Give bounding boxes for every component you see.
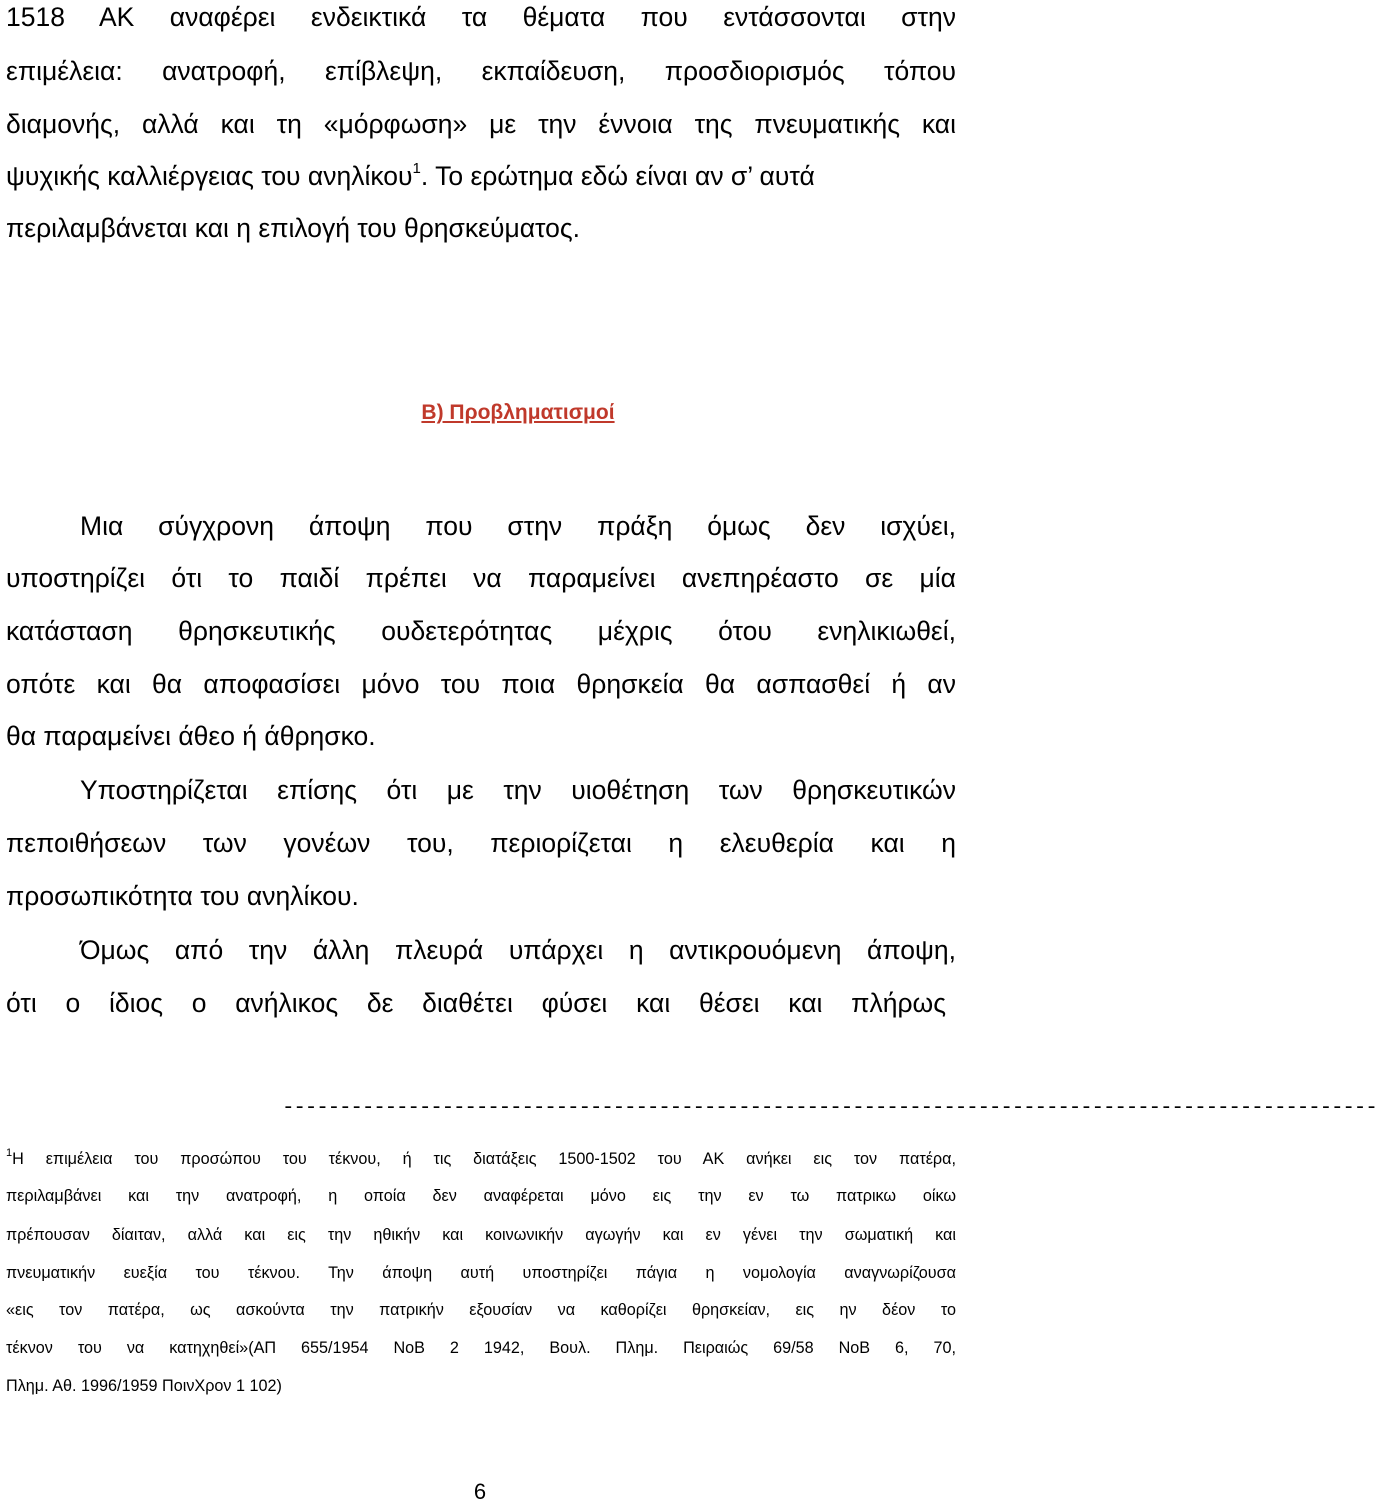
footnote-line bbox=[6, 1148, 956, 1170]
body-text-line: περιλαμβάνεται και η επιλογή του θρησκεύματος. bbox=[6, 213, 581, 243]
body-text-line: κατάσταση θρησκευτικής ουδετερότητας μέχρις ότου ενηλικιωθεί, bbox=[6, 616, 956, 646]
body-text-line: Όμως από την άλλη πλευρά υπάρχει η αντικρουόμενη άποψη, bbox=[80, 935, 956, 965]
body-text-line: υποστηρίζει ότι το παιδί πρέπει να παραμείνει ανεπηρέαστο σε μία bbox=[6, 563, 956, 593]
footnote-separator: ------------------------------------------------------------------------------------------------ bbox=[282, 1097, 1377, 1120]
body-text-line: οπότε και θα αποφασίσει μόνο του ποια θρησκεία θα ασπασθεί ή αν bbox=[6, 669, 956, 699]
footnote-line: Πλημ. Αθ. 1996/1959 ΠοινΧρον 1 102) bbox=[6, 1377, 282, 1395]
footnote-line: πνευματικήν ευεξία του τέκνου. Την άποψη αυτή υποστηρίζει πάγια η νομολογία αναγνωρίζουσα bbox=[6, 1264, 956, 1282]
body-text-line: ότι ο ίδιος ο ανήλικος δε διαθέτει φύσει και θέσει και πλήρως bbox=[6, 988, 946, 1018]
footnote-line: περιλαμβάνει και την ανατροφή, η οποία δεν αναφέρεται μόνο εις την εν τω πατρικω οίκω bbox=[6, 1187, 956, 1205]
footnote-text: Η επιμέλεια του προσώπου του τέκνου, ή τις διατάξεις 1500-1502 του ΑΚ ανήκει εις τον πατέρα, bbox=[12, 1150, 956, 1168]
page-number: 6 bbox=[473, 1479, 487, 1504]
body-text-line bbox=[6, 161, 956, 191]
section-heading: Β) Προβληματισμοί bbox=[421, 401, 615, 424]
footnote-line: πρέπουσαν δίαιταν, αλλά και εις την ηθικήν και κοινωνικήν αγωγήν και εν γένει την σωματική και bbox=[6, 1226, 956, 1244]
body-text-line: επιμέλεια: ανατροφή, επίβλεψη, εκπαίδευση, προσδιορισμός τόπου bbox=[6, 56, 956, 86]
body-text-line: πεποιθήσεων των γονέων του, περιορίζεται η ελευθερία και η bbox=[6, 828, 956, 858]
body-text-segment: . Το ερώτημα εδώ είναι αν σ’ αυτά bbox=[420, 161, 815, 191]
body-text-segment: ψυχικής καλλιέργειας του ανηλίκου bbox=[6, 161, 413, 191]
body-text-line: προσωπικότητα του ανηλίκου. bbox=[6, 881, 359, 911]
footnote-line: «εις τον πατέρα, ως ασκούντα την πατρικήν εξουσίαν να καθορίζει θρησκείαν, εις ην δέον το bbox=[6, 1301, 956, 1319]
footnote-reference: 1 bbox=[412, 160, 421, 177]
footnote-line: τέκνον του να κατηχηθεί»(ΑΠ 655/1954 ΝοΒ 2 1942, Βουλ. Πλημ. Πειραιώς 69/58 ΝοΒ 6, 70, bbox=[6, 1339, 956, 1357]
body-text-line: Υποστηρίζεται επίσης ότι με την υιοθέτηση των θρησκευτικών bbox=[80, 775, 956, 805]
body-text-line: 1518 ΑΚ αναφέρει ενδεικτικά τα θέματα που εντάσσονται στην bbox=[6, 2, 956, 32]
footnote-marker: 1 bbox=[6, 1147, 13, 1159]
body-text-line: διαμονής, αλλά και τη «μόρφωση» με την έννοια της πνευματικής και bbox=[6, 109, 956, 139]
body-text-line: Μια σύγχρονη άποψη που στην πράξη όμως δεν ισχύει, bbox=[80, 511, 956, 541]
body-text-line: θα παραμείνει άθεο ή άθρησκο. bbox=[6, 721, 376, 751]
